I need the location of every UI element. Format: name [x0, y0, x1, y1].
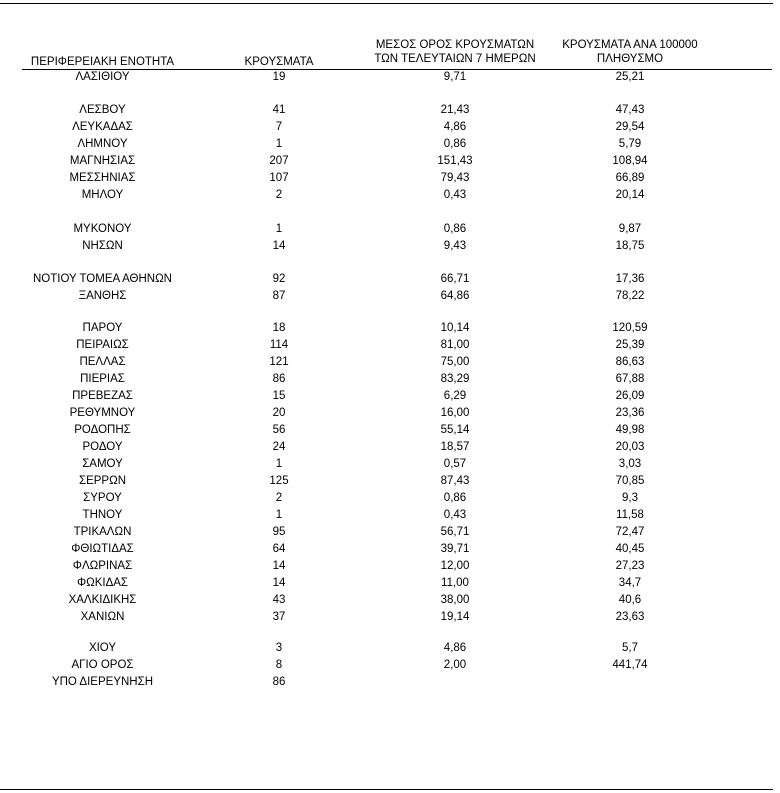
region-name-cell: ΝΟΤΙΟΥ ΤΟΜΕΑ ΑΘΗΝΩΝ	[33, 273, 172, 285]
avg-7-days-cell: 87,43	[440, 475, 470, 487]
cases-per-100000-cell: 120,59	[612, 322, 648, 334]
region-name-cell: ΜΗΛΟΥ	[81, 189, 124, 201]
region-name-cell: ΑΓΙΟ ΟΡΟΣ	[71, 659, 134, 671]
cases-cell: 1	[275, 138, 283, 150]
cases-cell: 18	[272, 322, 286, 334]
header-region: ΠΕΡΙΦΕΡΕΙΑΚΗ ΕΝΟΤΗΤΑ	[30, 56, 175, 68]
region-name-cell: ΠΕΛΛΑΣ	[79, 356, 126, 368]
table-row	[0, 371, 773, 387]
region-name-cell: ΛΑΣΙΘΙΟΥ	[75, 71, 130, 83]
avg-7-days-cell: 10,14	[440, 322, 470, 334]
region-name-cell: ΤΡΙΚΑΛΩΝ	[73, 526, 132, 538]
table-row	[0, 674, 773, 690]
table-row	[0, 422, 773, 438]
cases-cell: 87	[272, 290, 286, 302]
cases-per-100000-cell: 441,74	[612, 659, 648, 671]
avg-7-days-cell: 81,00	[440, 339, 470, 351]
cases-cell: 86	[272, 676, 286, 688]
avg-7-days-cell: 21,43	[440, 104, 470, 116]
region-name-cell: ΜΕΣΣΗΝΙΑΣ	[69, 172, 136, 184]
cases-per-100000-cell: 27,23	[615, 560, 645, 572]
cases-cell: 19	[272, 71, 286, 83]
cases-cell: 121	[269, 356, 289, 368]
region-name-cell: ΝΗΣΩΝ	[82, 240, 123, 252]
header-cases: ΚΡΟΥΣΜΑΤΑ	[244, 56, 314, 68]
table-row	[0, 473, 773, 489]
cases-per-100000-cell: 5,79	[618, 138, 642, 150]
region-name-cell: ΞΑΝΘΗΣ	[78, 290, 127, 302]
cases-per-100000-cell: 20,14	[615, 189, 645, 201]
cases-per-100000-cell: 70,85	[615, 475, 645, 487]
cases-per-100000-cell: 49,98	[615, 424, 645, 436]
region-name-cell: ΦΘΙΩΤΙΔΑΣ	[71, 543, 134, 555]
table-row	[0, 69, 773, 85]
table-row	[0, 592, 773, 608]
avg-7-days-cell: 56,71	[440, 526, 470, 538]
cases-cell: 95	[272, 526, 286, 538]
cases-cell: 92	[272, 273, 286, 285]
region-name-cell: ΛΕΥΚΑΔΑΣ	[72, 121, 133, 133]
cases-cell: 14	[272, 240, 286, 252]
avg-7-days-cell: 83,29	[440, 373, 470, 385]
cases-per-100000-cell: 40,6	[618, 594, 642, 606]
region-name-cell: ΠΕΙΡΑΙΩΣ	[76, 339, 129, 351]
avg-7-days-cell: 4,86	[443, 642, 467, 654]
region-name-cell: ΛΕΣΒΟΥ	[79, 104, 126, 116]
avg-7-days-cell: 39,71	[440, 543, 470, 555]
header-avg-line1: ΜΕΣΟΣ ΟΡΟΣ ΚΡΟΥΣΜΑΤΩΝ	[375, 39, 535, 51]
region-name-cell: ΦΛΩΡΙΝΑΣ	[72, 560, 133, 572]
cases-cell: 2	[275, 492, 283, 504]
avg-7-days-cell: 9,71	[443, 71, 467, 83]
region-name-cell: ΤΗΝΟΥ	[82, 509, 123, 521]
table-row	[0, 405, 773, 421]
table-row	[0, 657, 773, 673]
cases-per-100000-cell: 67,88	[615, 373, 645, 385]
avg-7-days-cell: 0,86	[443, 138, 467, 150]
header-per-100000	[540, 38, 720, 66]
cases-per-100000-cell: 72,47	[615, 526, 645, 538]
avg-7-days-cell: 11,00	[441, 577, 469, 589]
cases-cell: 1	[275, 223, 283, 235]
cases-cell: 1	[275, 458, 283, 470]
table-row	[0, 507, 773, 523]
avg-7-days-cell: 79,43	[440, 172, 470, 184]
avg-7-days-cell: 151,43	[437, 155, 473, 167]
cases-per-100000-cell: 9,3	[622, 492, 638, 504]
cases-per-100000-cell: 47,43	[615, 104, 645, 116]
avg-7-days-cell: 18,57	[440, 441, 470, 453]
cases-per-100000-cell: 23,63	[615, 611, 645, 623]
header-per-line2: ΠΛΗΘΥΣΜΟ	[596, 53, 664, 65]
cases-cell: 114	[269, 339, 289, 351]
table-row	[0, 187, 773, 203]
cases-cell: 15	[272, 390, 286, 402]
region-name-cell: ΧΑΛΚΙΔΙΚΗΣ	[68, 594, 137, 606]
region-name-cell: ΠΙΕΡΙΑΣ	[80, 373, 125, 385]
avg-7-days-cell: 6,29	[443, 390, 467, 402]
header-per-line1: ΚΡΟΥΣΜΑΤΑ ΑΝΑ 100000	[562, 39, 698, 51]
cases-per-100000-cell: 5,7	[622, 642, 638, 654]
header-avg-line2: ΤΩΝ ΤΕΛΕΥΤΑΙΩΝ 7 ΗΜΕΡΩΝ	[374, 53, 536, 65]
cases-cell: 14	[272, 560, 286, 572]
region-name-cell: ΣΕΡΡΩΝ	[78, 475, 127, 487]
table-row	[0, 170, 773, 186]
avg-7-days-cell: 0,57	[443, 458, 467, 470]
table-row	[0, 288, 773, 304]
region-name-cell: ΡΕΘΥΜΝΟΥ	[69, 407, 136, 419]
avg-7-days-cell: 0,86	[443, 492, 467, 504]
region-name-cell: ΦΩΚΙΔΑΣ	[76, 577, 129, 589]
cases-cell: 1	[275, 509, 283, 521]
cases-per-100000-cell: 86,63	[615, 356, 645, 368]
avg-7-days-cell: 75,00	[440, 356, 470, 368]
cases-cell: 14	[272, 577, 286, 589]
cases-per-100000-cell: 78,22	[615, 290, 645, 302]
table-row	[0, 153, 773, 169]
table-row	[0, 320, 773, 336]
avg-7-days-cell: 0,43	[443, 189, 467, 201]
cases-cell: 2	[275, 189, 283, 201]
cases-per-100000-cell: 25,21	[615, 71, 645, 83]
region-name-cell: ΜΑΓΝΗΣΙΑΣ	[69, 155, 136, 167]
cases-cell: 3	[275, 642, 283, 654]
region-name-cell: ΛΗΜΝΟΥ	[77, 138, 128, 150]
cases-cell: 64	[272, 543, 286, 555]
table-row	[0, 136, 773, 152]
table-row	[0, 609, 773, 625]
table-row	[0, 524, 773, 540]
region-name-cell: ΥΠΟ ΔΙΕΡΕΥΝΗΣΗ	[51, 676, 154, 688]
cases-cell: 207	[269, 155, 289, 167]
cases-per-100000-cell: 40,45	[615, 543, 645, 555]
cases-per-100000-cell: 23,36	[615, 407, 645, 419]
cases-per-100000-cell: 34,7	[618, 577, 642, 589]
avg-7-days-cell: 0,86	[443, 223, 467, 235]
cases-cell: 41	[272, 104, 286, 116]
table-row	[0, 119, 773, 135]
table-row	[0, 575, 773, 591]
cases-per-100000-cell: 108,94	[612, 155, 648, 167]
cases-per-100000-cell: 11,58	[616, 509, 644, 521]
avg-7-days-cell: 66,71	[440, 273, 470, 285]
avg-7-days-cell: 64,86	[440, 290, 470, 302]
avg-7-days-cell: 55,14	[440, 424, 470, 436]
cases-cell: 56	[272, 424, 286, 436]
table-row	[0, 640, 773, 656]
table-row	[0, 541, 773, 557]
cases-per-100000-cell: 26,09	[615, 390, 645, 402]
table-row	[0, 271, 773, 287]
table-row	[0, 102, 773, 118]
header-avg-7-days	[350, 38, 560, 66]
top-rule	[0, 3, 773, 4]
cases-cell: 37	[272, 611, 286, 623]
cases-per-100000-cell: 29,54	[615, 121, 645, 133]
avg-7-days-cell: 0,43	[443, 509, 467, 521]
cases-cell: 7	[275, 121, 283, 133]
table-row	[0, 558, 773, 574]
region-name-cell: ΜΥΚΟΝΟΥ	[73, 223, 132, 235]
cases-per-100000-cell: 66,89	[615, 172, 645, 184]
cases-per-100000-cell: 17,36	[615, 273, 645, 285]
avg-7-days-cell: 2,00	[443, 659, 467, 671]
cases-per-100000-cell: 9,87	[618, 223, 642, 235]
table-row	[0, 490, 773, 506]
cases-cell: 43	[272, 594, 286, 606]
table-row	[0, 456, 773, 472]
region-name-cell: ΡΟΔΟΠΗΣ	[74, 424, 131, 436]
region-name-cell: ΡΟΔΟΥ	[82, 441, 123, 453]
cases-cell: 86	[272, 373, 286, 385]
cases-cell: 8	[275, 659, 283, 671]
cases-per-100000-cell: 20,03	[615, 441, 645, 453]
table-row	[0, 337, 773, 353]
avg-7-days-cell: 19,14	[440, 611, 470, 623]
region-name-cell: ΠΑΡΟΥ	[82, 322, 123, 334]
avg-7-days-cell: 9,43	[443, 240, 467, 252]
cases-cell: 20	[272, 407, 286, 419]
table-row	[0, 354, 773, 370]
cases-per-100000-cell: 18,75	[615, 240, 645, 252]
cases-per-100000-cell: 25,39	[615, 339, 645, 351]
avg-7-days-cell: 4,86	[443, 121, 467, 133]
cases-cell: 107	[269, 172, 289, 184]
avg-7-days-cell: 16,00	[440, 407, 470, 419]
cases-cell: 24	[272, 441, 286, 453]
cases-per-100000-cell: 3,03	[618, 458, 642, 470]
table-row	[0, 238, 773, 254]
avg-7-days-cell: 12,00	[440, 560, 470, 572]
avg-7-days-cell: 38,00	[440, 594, 470, 606]
table-row	[0, 439, 773, 455]
table-row	[0, 221, 773, 237]
region-name-cell: ΧΙΟΥ	[88, 642, 117, 654]
bottom-rule	[0, 789, 773, 790]
cases-cell: 125	[269, 475, 289, 487]
region-name-cell: ΧΑΝΙΩΝ	[80, 611, 125, 623]
table-row	[0, 388, 773, 404]
region-name-cell: ΣΑΜΟΥ	[82, 458, 123, 470]
region-name-cell: ΣΥΡΟΥ	[83, 492, 122, 504]
region-name-cell: ΠΡΕΒΕΖΑΣ	[72, 390, 133, 402]
